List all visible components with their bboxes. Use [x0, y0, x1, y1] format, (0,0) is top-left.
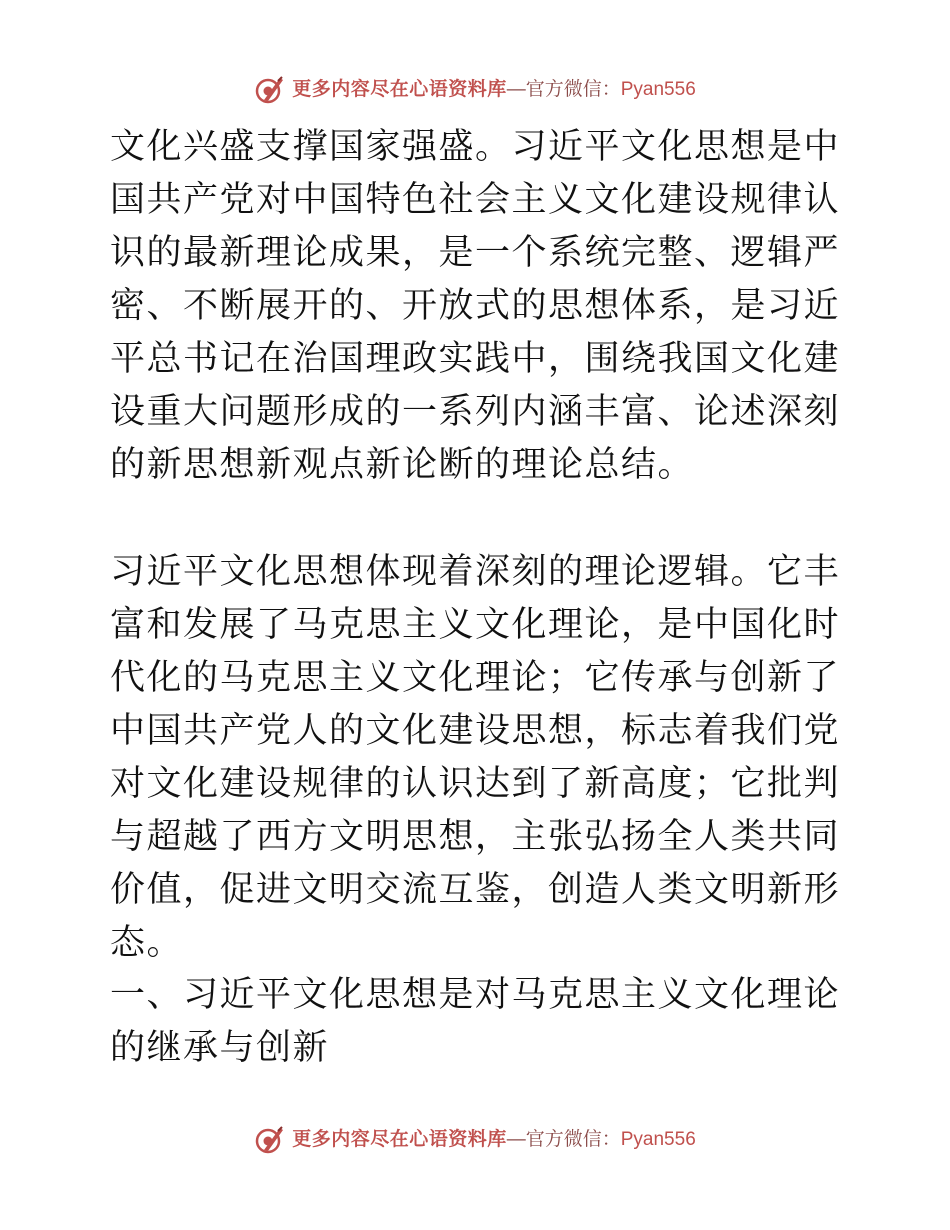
paragraph-1: 文化兴盛支撑国家强盛。习近平文化思想是中国共产党对中国特色社会主义文化建设规律认识的最新理论成果，是一个系统完整、逻辑严密、不断展开的、开放式的思想体系，是习近平总书记在治国理政实践中，围绕我国文化建设重大问题形成的一系列内涵丰富、论述深刻的新思想新观点新论断的理论总结。: [110, 127, 841, 485]
footer-watermark: [0, 1120, 950, 1160]
watermark-dash: —: [506, 1129, 526, 1150]
watermark-sub-text: 官方微信：: [525, 79, 621, 100]
header-watermark: [0, 70, 950, 110]
paragraph-2: 习近平文化思想体现着深刻的理论逻辑。它丰富和发展了马克思主义文化理论，是中国化时代化的马克思主义文化理论；它传承与创新了中国共产党人的文化建设思想，标志着我们党对文化建设规律的认识达到了新高度；它批判与超越了西方文明思想，主张弘扬全人类共同价值，促进文明交流互鉴，创造人类文明新形态。: [110, 552, 841, 963]
watermark-wechat-id: Pyan556: [620, 79, 696, 100]
watermark-dash: —: [506, 79, 526, 100]
section-heading: 一、习近平文化思想是对马克思主义文化理论的继承与创新: [110, 975, 841, 1068]
quill-logo-icon: [254, 1124, 286, 1156]
quill-logo-icon: [254, 74, 286, 106]
watermark-main-text: 更多内容尽在心语资料库: [292, 79, 507, 100]
watermark-main-text: 更多内容尽在心语资料库: [292, 1129, 507, 1150]
watermark-wechat-id: Pyan556: [620, 1129, 696, 1150]
watermark-sub-text: 官方微信：: [525, 1129, 621, 1150]
